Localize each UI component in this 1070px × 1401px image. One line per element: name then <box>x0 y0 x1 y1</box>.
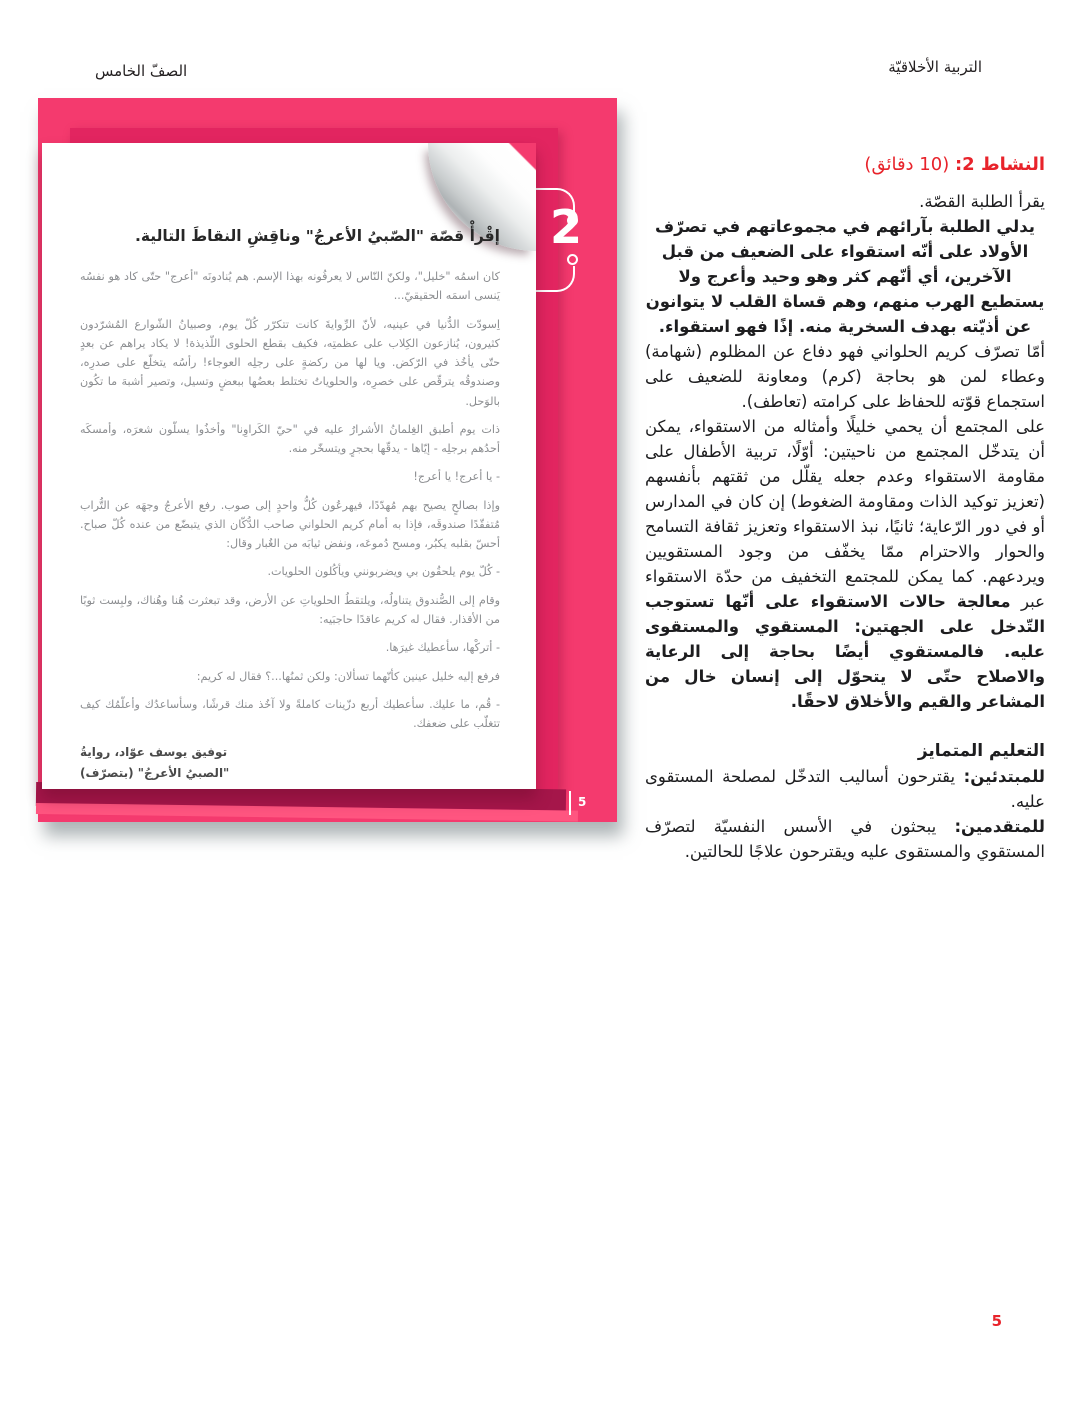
activity-heading <box>645 152 1045 177</box>
worksheet-panel <box>38 98 617 822</box>
beginners-item <box>645 764 1045 814</box>
worksheet-page-number: 5 <box>578 795 587 809</box>
activity-paragraph <box>645 414 1045 714</box>
story-attribution <box>80 742 500 783</box>
page-number: 5 <box>991 1312 1002 1330</box>
advanced-item <box>645 814 1045 864</box>
story-dialogue-line: - يا أعرج! يا أعرج! <box>413 470 500 484</box>
story-dialogue-line: - أتركْها، سأعطيك غيرَها. <box>385 641 500 655</box>
attribution-author: توفيق يوسف عوّاد، روايةُ <box>80 745 228 760</box>
activity-paragraph: يدلي الطلبة بآرائهم في مجموعاتهم في تصرّف الأولاد على أنّه استقواء على الضعيف من قبل الآخرين، أي أنّهم كثر وهو وحيد وأعرج ولا يستطيع الهرب منهم، وهم قساة القلب لا يتوانون عن أذيّته بهدف السخرية منه. إذًا فهو استقواء. <box>645 217 1045 336</box>
header-subject: التربية الأخلاقيّة <box>888 58 982 76</box>
advanced-label: للمتقدمين: <box>954 817 1045 836</box>
story-paragraph: كان اسمُه "خليل"، ولكنّ النّاس لا يعرفُونه بهذا الإسم. هم يُنادونَه "أعرج" حتّى كاد هو نفسُه يَنسى اسمَه الحقيقيّ... <box>80 270 500 303</box>
activity-section <box>645 152 1045 864</box>
story-paragraph: وقام إلى الصُّندوق يتناولُه، ويلتقطُ الحلوياتِ عن الأرض، وقد تبعثرت هُنا وهُناك، ولبِست ثوبًا من الأقذار. فقال له كريم عاقدًا حاجبَيه: <box>80 593 500 626</box>
story-paragraph: وإذا بصالحٍ يصيح بهم مُهدّدًا، فيهرعُون كُلُّ واحدٍ إلى صوب. رفع الأعرجُ وجهَه عن التُّراب مُتفقّدًا صندوقَه، فإذا به أمام كريم الحلواني صاحب الدُّكّان الذي يتبضّع من عنده كُلّ صباح. أحسّ بقلبه يكبُر، ومسح دُموعَه، ونفض ثيابَه من الغُبار وقال: <box>80 498 500 551</box>
activity-heading-duration: (10 دقائق) <box>864 154 955 175</box>
advanced-text: يبحثون في الأسس النفسيّة لتصرّف المستقوي والمستقوى عليه ويقترحون علاجًا للحالتين. <box>645 817 1045 861</box>
differentiated-learning-heading: التعليم المتمايز <box>917 741 1045 761</box>
story-paragraph: فرفع إليه خليل عينين كأنّهما تسألان: ولكن ثمنُها...؟ فقال له كريم: <box>196 669 500 683</box>
story-paragraph: اِسودّت الدُّنيا في عينيه، لأنّ الرِّوايةَ كانت تتكرّر كُلّ يوم، وصبيانُ الشّوارع المُشرّدون كثيرون، يُنازعون الكِلاب على عظمتِه، فكيف بقطع الحلوى اللّذيذة! لا يكاد يراهم عن بعدٍ حتّى يأخُذ في الرّكض. ويا لها من ركضةٍ على رجلِه العوجاء! رأسُه يتخلّع على صدرِه، وصندوقُه يترقّص على خصرِه، والحلوياتُ تختلط بعضُها ببعضٍ وتسيل، وتصير أشبهَ ما تكُون بالوَحل. <box>80 317 500 408</box>
beginners-label: للمبتدئين: <box>963 767 1045 786</box>
beginners-text: يقترحون أساليب التدخّل لمصلحة المستقوى عليه. <box>645 767 1045 811</box>
section-number: 2 <box>549 200 582 254</box>
story-text <box>80 267 500 783</box>
activity-paragraph: أمّا تصرّف كريم الحلواني فهو دفاع عن المظلوم (شهامة) وعطاء لمن هو بحاجة (كرم) ومعاونة للضعيف على استجماع قوّته للحفاظ على كرامته (تعاطف). <box>645 342 1045 411</box>
activity-paragraph-bold: معالجة حالات الاستقواء على أنّها تستوجب التّدخل على الجهتين: المستقوي والمستقوى عليه. فالمستقوي أيضًا بحاجة إلى الرعاية والاصلاح حتّى لا يتحوّل إلى إنسان خال من المشاعر والقيم والأخلاق لاحقًا. <box>645 592 1045 711</box>
attribution-source: "الصبيُ الأعرجُ" (بتصرّف) <box>80 765 230 780</box>
story-dialogue-line: - قُم، ما عليك. سأعطيك أربع دزّينات كاملةً ولا آخُذ منك قرشًا، وسأساعدُك وأعلّمُك كيف تتغلّب على ضعفك. <box>80 697 500 731</box>
story-page <box>42 143 536 789</box>
activity-heading-number: النشاط 2: <box>954 154 1045 175</box>
worksheet-title: إقْرأْ قصّة "الصّبيُ الأعرجُ" وناقِشِ النقاطَ التالية. <box>134 227 500 245</box>
worksheet-pagenumber-rule <box>569 791 571 815</box>
story-dialogue-line: - كُلّ يوم يلحقُون بي ويضربونني ويأكُلون الحلويات. <box>267 565 500 579</box>
story-paragraph: ذات يوم أطبق الغِلمانُ الأشرارُ عليه في "حيّ الكَراوِنا" وأخذُوا يسلّون شعرَه، وأمسكَه أحدُهم برجلِه - إيّاها - يدقّها بحجرٍ ويتسخّر منه. <box>80 422 500 456</box>
activity-paragraph-regular: على المجتمع أن يحمي خليلًا وأمثاله من الاستقواء، يمكن أن يتدخّل المجتمع من ناحيتين: أوّلًا، تربية الأطفال على مقاومة الاستقواء وعدم جعله يقلّل من ثقتهم بأنفسهم (تعزيز توكيد الذات ومقاومة الضغوط) إن كان في المدارس أو في دور الرّعاية؛ ثانيًا، نبذ الاستقواء وتعزيز ثقافة التسامح والحوار والاحترام ممّا يخفّف من وجود المستقويين ويردعهم. كما يمكن للمجتمع التخفيف من حدّة الاستقواء عبر <box>645 417 1045 611</box>
activity-paragraph: يقرأ الطلبة القصّة. <box>919 192 1045 211</box>
header-grade: الصفّ الخامس <box>95 62 188 80</box>
